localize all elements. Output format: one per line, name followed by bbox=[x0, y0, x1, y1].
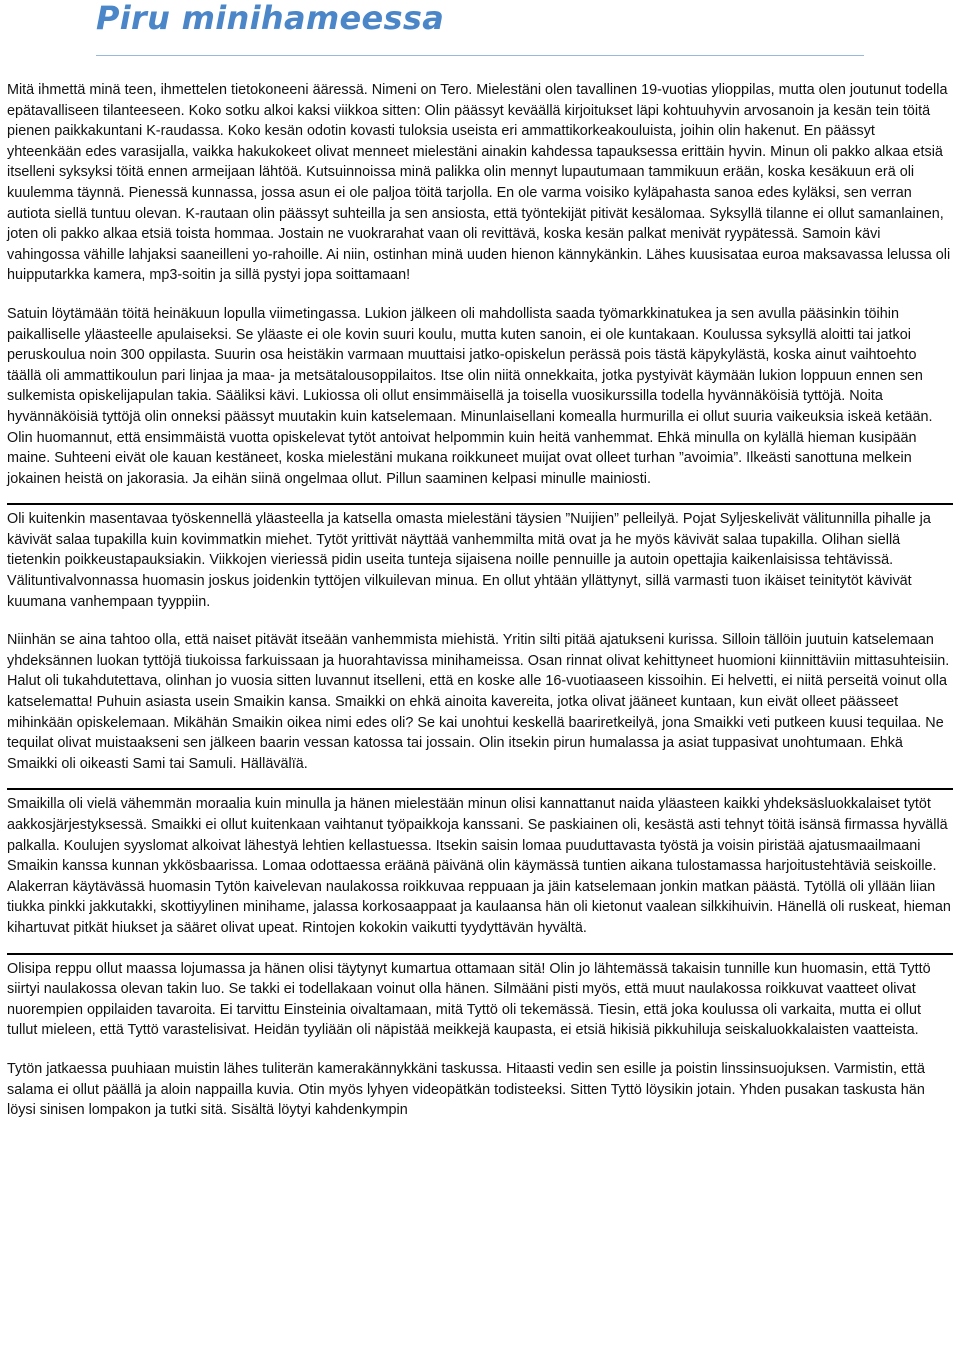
paragraph-gap bbox=[7, 286, 953, 304]
section-divider bbox=[7, 788, 953, 790]
section-divider bbox=[7, 503, 953, 505]
paragraph-7: Tytön jatkaessa puuhiaan muistin lähes tuliterän kamerakännykkäni taskussa. Hitaasti vedin sen esille ja poistin linssinsuojuksen. Varmistin, että salama ei ollut päällä ja aloin nappailla kuvia. Otin myös lyhyen videopätkän todisteeksi. Sitten Tyttö löysikin jotain. Yhden pusakan taskusta hän löysi sinisen lompakon ja tutki sitä. Sisältä löytyi kahdenkympin bbox=[7, 1060, 926, 1119]
paragraph-1: Mitä ihmettä minä teen, ihmettelen tietokoneeni ääressä. Nimeni on Tero. Mielestäni olen tavallinen 19-vuotias ylioppilas, mutta olen joutunut todella epätavalliseen tilanteeseen. Koko sotku alkoi kaksi viikkoa sitten: Olin päässyt keväällä kirjoitukset läpi kohtuuhyvin arvosanoin ja kesän tein töitä pienen paikkakuntani K-raudassa. Koko kesän odotin kovasti tuloksia useista eri ammattikorkeakouluista, joihin olin hakenut. En päässyt yhteenkään edes varasijalla, vaikka hakukokeet olivat menneet mielestäni ainakin kahdessa tapauksessa erittäin hyvin. Minun oli pakko alkaa etsiä itselleni syksyksi töitä ennen armeijaan lähtöä. Kutsuinnoissa minä palikka olin mennyt lupautumaan tammikuun erään, koska kesäkuun erä oli kuulemma täynnä. Pienessä kunnassa, jossa asun ei ole paljoa töitä tarjolla. En ole varma voisiko kyläpahasta sanoa edes kyläksi, sen verran autiota siellä tuntuu olevan. K-rautaan olin päässyt suhteilla ja sen ansiosta, että työntekijät pitivät kesälomaa. Syksyllä tilanne ei ollut samanlainen, joten oli pakko alkaa etsiä toista hommaa. Jostain ne vuokrarahat vaan oli revittävä, koska kesän palkat menivät ryypätessä. Samoin kävi vahingossa vähille lahjaksi saaneilleni yo-rahoille. Ai niin, ostinhan minä uuden hienon kännykänkin. Lähes kuusisataa euroa maksavassa lelussa oli huipputarkka kamera, mp3-soitin ja sillä pystyi jopa soittamaan! bbox=[7, 82, 951, 284]
document-body bbox=[7, 80, 953, 1121]
paragraph-5: Smaikilla oli vielä vähemmän moraalia kuin minulla ja hänen mielestään minun olisi kannattanut naida yläasteen kaikki yhdeksäsluokkalaiset tytöt aakkosjärjestyksessä. Smaikki ei ollut kuitenkaan vaihtanut työpaikkoja kanssani. Se paskiainen oli, kesästä asti tehnyt töitä isänsä firmassa hyvällä palkalla. Koulujen syyslomat alkoivat lähestyä lehtien kellastuessa. Itsekin saisin lomaa puuduttavasta työstä ja voisin piristää ajatusmaailmaani Smaikin kanssa kunnan ykkösbaarissa. Lomaa odottaessa eräänä päivänä olin käymässä tuntien aikana tulostamassa harjoitustehtäviä seiskoille. Alakerran käytävässä huomasin Tytön kaivelevan naulakossa roikkuvaa reppuaan ja jäin katselemaan jonkin matkan päästä. Tytöllä oli yllään liian tiukka pinkki jakkutakki, skottiyylinen minihame, jalassa korkosaappaat ja kaulaansa hän oli kietonut vaalean silkkihuivin. Hänellä oli ruskeat, hieman kihartuvat pitkät hiukset ja sääret olivat upeat. Rintojen kokokin vaikutti tyydyttävän hyvältä. bbox=[7, 796, 951, 936]
title-underline bbox=[96, 55, 864, 56]
paragraph-gap bbox=[7, 612, 953, 630]
paragraph-gap bbox=[7, 1041, 953, 1059]
paragraph-4: Niinhän se aina tahtoo olla, että naiset pitävät itseään vanhemmista miehistä. Yritin silti pitää ajatukseni kurissa. Silloin tällöin juutuin katselemaan yhdeksännen luokan tyttöjä tiukoissa farkuissaan ja huorahtavissa minihameissa. Osan rinnat olivat kehittyneet huomioni kiinnittäviin mittasuhteisiin. Halut oli tukahdutettava, olinhan jo vuosia sitten luvannut itselleni, että en koske alle 16-vuotiaaseen kissoihin. Ei helvetti, ei niitä perseitä voinut olla katselematta! Puhuin asiasta usein Smaikin kansa. Smaikki on ehkä ainoita kavereita, jotka olivat jääneet kuntaan, kun eivät olleet päässeet mihinkään opiskelemaan. Mikähän Smaikin oikea nimi edes oli? Se kai unohtui keskellä baariretkeilyä, jona Smaikki veti putkeen kuusi tequilaa. Ne tequilat olivat muistaakseni sen jälkeen baarin vessan katossa tai jossain. Olin itsekin pirun humalassa ja asiat tuppasivat unohtumaan. Ehkä Smaikki oli oikeasti Sami tai Samuli. Hällävälïä. bbox=[7, 632, 950, 772]
paragraph-6: Olisipa reppu ollut maassa lojumassa ja hänen olisi täytynyt kumartua ottamaan sitä! Olin jo lähtemässä takaisin tunnille kun huomasin, että Tyttö siirtyi naulakossa olevan takin luo. Se takki ei todellakaan voinut olla hänen. Silmääni pisti myös, että muut naulakossa roikkuvat vaatteet olivat nuorempien oppilaiden tavaroita. Ei tarvittu Einsteinia oivaltamaan, mitä Tyttö oli tekemässä. Tiesin, että joka koulussa oli varkaita, mutta ei ollut tullut mieleen, että Tyttö varastelisivat. Heidän tyyliään oli näpistää meikkejä kaupasta, ei etsiä hikisiä pikkuhiluja seiskaluokkalaisten vaatteista. bbox=[7, 960, 931, 1039]
section-divider bbox=[7, 953, 953, 955]
paragraph-3: Oli kuitenkin masentavaa työskennellä yläasteella ja katsella omasta mielestäni täysien ”Nuijien” pelleilyä. Pojat Syljeskelivät välitunnilla pihalle ja kävivät salaa tupakilla kuin kovimmatkin miehet. Tytöt yrittivät näyttää vanhemmilta mitä ovat ja he myös kävivät salaa tupakilla. Olihan siellä tietenkin poikkeustapauksiakin. Viikkojen vieriessä pidin useita tunteja sijaisena noille pennuille ja autoin opettajia kaikenlaisissa tehtävissä. Välituntivalvonnassa huomasin joskus joidenkin tyttöjen vilkuilevan minua. En ollut yhtään yllättynyt, sillä varmasti tuon ikäiset teinitytöt kävivät kuumana vanhempaan tyyppiin. bbox=[7, 511, 931, 610]
paragraph-2: Satuin löytämään töitä heinäkuun lopulla viimetingassa. Lukion jälkeen oli mahdollista saada työmarkkinatukea ja sen avulla pääsinkin töihin paikalliselle yläasteelle apulaiseksi. Se yläaste ei ole kovin suuri koulu, mutta kuten sanoin, ei ole kuntakaan. Koulussa syksyllä aloitti tai jatkoi peruskoulua noin 300 oppilasta. Suurin osa heistäkin varmaan muuttaisi jatko-opiskelun perässä pois tästä käpykylästä, koska ainut vaihtoehto täällä oli ammattikoulun pari linjaa ja maa- ja metsätalousoppilaitos. Itse olin niitä onnekkaita, jotka pystyivät käymään lukion loppuun ennen sen sulkemista opiskelijapulan takia. Sääliksi kävi. Lukiossa oli ollut ensimmäisellä ja toisella vuosikurssilla todella hyvännäköisiä tyttöjä. Noita hyvännäköisiä tyttöjä olin onneksi päässyt muutakin kuin katselemaan. Minunlaisellani komealla hurmurilla ei ollut suuria vaikeuksia iskeä ketään. Olin huomannut, että ensimmäistä vuotta opiskelevat tytöt antoivat helpommin kuin heitä vanhemmat. Ehkä minulla on kylällä hieman kusipään maine. Suhteeni eivät ole kauan kestäneet, koska mielestäni mukana roikkuneet muijat ovat olleet turhan ”avoimia”. Ilkeästi sanottuna melkein jokainen heistä on jakorasia. Ja eihän siinä ongelmaa ollut. Pillun saaminen kelpasi minulle mainiosti. bbox=[7, 305, 933, 487]
document-title: Piru minihameessa bbox=[96, 0, 445, 37]
